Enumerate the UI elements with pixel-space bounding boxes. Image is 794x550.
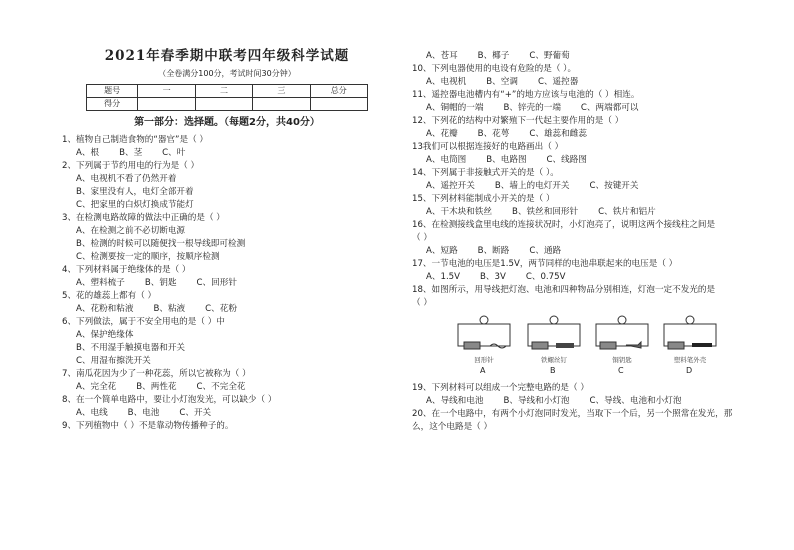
circuit-d: [658, 312, 722, 376]
option-line: B、不用湿手触摸电器和开关: [76, 343, 186, 353]
question-7: 7、南瓜花因为少了一种花蕊，所以它被称为（ ）: [62, 369, 251, 379]
option: B、钥匙: [144, 278, 177, 288]
options-15: [426, 206, 752, 219]
options-9: [426, 50, 752, 63]
option: C、按键开关: [589, 181, 639, 191]
exam-subtitle: （全卷满分100分，考试时间30分钟）: [158, 69, 296, 78]
option: C、两端都可以: [580, 103, 639, 113]
question-2: 2、下列属于节约用电的行为是（ ）: [62, 161, 200, 171]
option: B、花萼: [477, 129, 510, 139]
question-19: 19、下列材料可以组成一个完整电路的是（ ）: [412, 383, 589, 393]
circuit-diagram-icon: [522, 312, 586, 360]
option: A、1.5V: [426, 272, 461, 282]
circuit-diagram-icon: [590, 312, 654, 360]
options-19: [426, 395, 752, 408]
question-1: 1、植物自己制造食物的“器官”是（ ）: [62, 135, 209, 145]
question-12: 12、下列花的结构中对繁殖下一代起主要作用的是（ ）: [412, 116, 624, 126]
question-9: 9、下列植物中（ ）不是靠动物传播种子的。: [62, 421, 234, 431]
option: A、电线: [76, 408, 108, 418]
question-5: 5、花的雄蕊上都有（ ）: [62, 291, 157, 301]
option: C、叶: [162, 148, 186, 158]
question-18: 18、如图所示，用导线把灯泡、电池和四种物品分别相连，灯泡一定不发光的是: [412, 285, 716, 295]
option: C、导线、电池和小灯泡: [589, 396, 682, 406]
option: B、墙上的电灯开关: [494, 181, 570, 191]
score-cell[interactable]: [195, 98, 252, 111]
question-11: 11、遥控器电池槽内有“+”的地方应该与电池的（ ）相连。: [412, 90, 640, 100]
question-13: 13我们可以根据连接好的电路画出（ ）: [412, 142, 564, 152]
circuit-label: 铁螺丝钉: [541, 356, 567, 364]
options-17: [426, 271, 752, 284]
question-18-cont: （ ）: [412, 298, 432, 308]
option-line: C、把家里的白炽灯换成节能灯: [76, 200, 194, 210]
circuit-label: 铜钥匙: [612, 356, 632, 364]
left-column: [62, 50, 392, 433]
option: A、根: [76, 148, 100, 158]
question-20-cont: 么，这个电路是（ ）: [412, 422, 493, 432]
option: C、回形针: [196, 278, 237, 288]
options-4: [76, 277, 392, 290]
question-4: 4、下列材料属于绝缘体的是（ ）: [62, 265, 191, 275]
option: A、电视机: [426, 77, 467, 87]
score-header-cell: 三: [253, 85, 310, 98]
circuit-diagram-icon: [452, 312, 516, 360]
question-6: 6、下列做法，属于不安全用电的是（ ）中: [62, 317, 225, 327]
question-14: 14、下列属于非接触式开关的是（ ）。: [412, 168, 559, 178]
score-cell[interactable]: [138, 98, 195, 111]
circuit-letter: A: [480, 366, 486, 375]
option-line: A、电视机不看了仍然开着: [76, 174, 177, 184]
circuit-figures: [412, 312, 752, 378]
score-header-cell: 题号: [87, 85, 138, 98]
exam-title: 2021年春季期中联考四年级科学试题: [104, 48, 350, 64]
option: B、两性花: [136, 382, 177, 392]
question-15: 15、下列材料能制成小开关的是（ ）: [412, 194, 555, 204]
option: C、线路图: [546, 155, 587, 165]
score-cell[interactable]: [253, 98, 310, 111]
options-16: [426, 245, 752, 258]
question-8: 8、在一个简单电路中，要让小灯泡发光，可以缺少（ ）: [62, 395, 277, 405]
options-5: [76, 303, 392, 316]
circuit-letter: C: [618, 366, 624, 375]
option: C、不完全花: [196, 382, 246, 392]
option: C、遥控器: [537, 77, 579, 87]
option: C、铁片和铝片: [598, 207, 656, 217]
score-header-cell: 一: [138, 85, 195, 98]
option: A、铜帽的一端: [426, 103, 484, 113]
option: A、导线和电池: [426, 396, 484, 406]
circuit-c: [590, 312, 654, 376]
option: B、3V: [480, 272, 506, 282]
option: A、干木块和铁丝: [426, 207, 493, 217]
question-20: 20、在一个电路中，有两个小灯泡同时发光，当取下一个后，另一个照常在发光，那: [412, 409, 733, 419]
circuit-a: [452, 312, 516, 376]
option: A、塑料梳子: [76, 278, 125, 288]
option: A、完全花: [76, 382, 117, 392]
score-cell: 得分: [87, 98, 138, 111]
score-header-cell: 总分: [310, 85, 367, 98]
option: B、断路: [477, 246, 510, 256]
option: B、锌壳的一端: [503, 103, 561, 113]
option: A、电筒图: [426, 155, 467, 165]
circuit-label: 塑料笔外壳: [673, 356, 707, 364]
question-16: 16、在检测接线盒里电线的连接状况时，小灯泡亮了，说明这两个接线柱之间是: [412, 220, 716, 230]
score-header-cell: 二: [195, 85, 252, 98]
circuit-diagram-icon: [658, 312, 722, 360]
option: B、茎: [119, 148, 143, 158]
question-17: 17、一节电池的电压是1.5V，两节同样的电池串联起来的电压是（ ）: [412, 259, 678, 269]
option-line: A、保护绝缘体: [76, 330, 134, 340]
option-line: C、用湿布擦洗开关: [76, 356, 151, 366]
option: C、雄蕊和雌蕊: [529, 129, 587, 139]
options-8: [76, 407, 392, 420]
section-heading: 第一部分：选择题。（每题2分，共40分）: [134, 117, 320, 128]
option: A、花粉和粘液: [76, 304, 134, 314]
circuit-b: [522, 312, 586, 376]
score-table: [86, 84, 368, 111]
option: A、花瓣: [426, 129, 458, 139]
option: C、野葡萄: [529, 51, 570, 61]
option: B、空调: [486, 77, 518, 87]
option: C、0.75V: [525, 272, 566, 282]
circuit-letter: B: [550, 366, 556, 375]
option-line: B、家里没有人，电灯全部开着: [76, 187, 194, 197]
option: B、铁丝和回形针: [512, 207, 579, 217]
question-16-cont: （ ）: [412, 233, 432, 243]
question-10: 10、下列电器使用的电设有危险的是（ ）。: [412, 64, 577, 74]
option: C、花粉: [205, 304, 237, 314]
option: B、电路图: [486, 155, 527, 165]
option: A、短路: [426, 246, 458, 256]
option: B、电池: [127, 408, 160, 418]
option: B、导线和小灯泡: [503, 396, 570, 406]
option-line: B、检测的时候可以随便找一根导线即可检测: [76, 239, 246, 249]
circuit-label: 回形针: [474, 356, 494, 364]
option: A、苍耳: [426, 51, 458, 61]
option-line: A、在检测之前不必切断电源: [76, 226, 186, 236]
options-7: [76, 381, 392, 394]
option-line: C、检测要按一定的顺序，按顺序检测: [76, 252, 220, 262]
options-1: [76, 147, 392, 160]
circuit-letter: D: [686, 366, 693, 375]
option: B、椰子: [477, 51, 510, 61]
right-column: [412, 50, 752, 434]
score-cell[interactable]: [310, 98, 367, 111]
options-11: [426, 102, 752, 115]
options-13: [426, 154, 752, 167]
question-3: 3、在检测电路故障的做法中正确的是（ ）: [62, 213, 225, 223]
options-10: [426, 76, 752, 89]
option: A、遥控开关: [426, 181, 475, 191]
options-14: [426, 180, 752, 193]
options-12: [426, 128, 752, 141]
option: C、通路: [529, 246, 562, 256]
option: C、开关: [179, 408, 212, 418]
option: B、粘液: [153, 304, 186, 314]
